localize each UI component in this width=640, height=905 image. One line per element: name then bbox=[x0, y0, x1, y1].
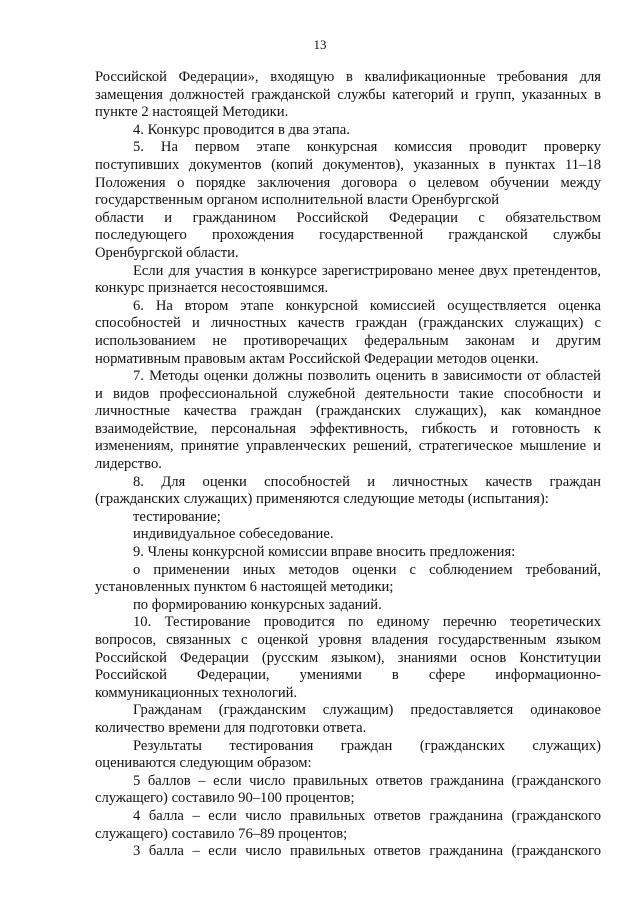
text-line: Российской Федерации, умениями в сфере информационно- bbox=[95, 667, 601, 684]
text-line: замещения должностей гражданской службы категорий и групп, указанных в bbox=[95, 86, 601, 103]
page-number: 13 bbox=[313, 37, 327, 52]
text-line: количество времени для подготовки ответа. bbox=[95, 719, 367, 736]
text-line: вопросов, связанных с оценкой уровня владения государственным языком bbox=[95, 632, 601, 648]
text-line: государственным органом исполнительной власти Оренбургской bbox=[95, 192, 500, 209]
text-line: изменениям, принятие управленческих решений, стратегическое мышление и bbox=[95, 438, 601, 455]
text-line: Оренбургской области. bbox=[95, 244, 239, 261]
text-line: индивидуальное собеседование. bbox=[133, 526, 334, 543]
text-line: 6. На втором этапе конкурсной комиссией осуществляется оценка bbox=[133, 297, 601, 314]
text-line: Гражданам (гражданским служащим) предоставляется одинаковое bbox=[133, 702, 601, 719]
text-line: способностей и личностных качеств граждан (гражданских служащих) с bbox=[95, 315, 601, 332]
text-line: Российской Федерации», входящую в квалификационные требования для bbox=[95, 69, 601, 85]
text-line: 4. Конкурс проводится в два этапа. bbox=[133, 121, 350, 138]
text-line: Российской Федерации (русским языком), знаниями основ Конституции bbox=[95, 649, 601, 666]
text-line: лидерство. bbox=[95, 456, 162, 473]
text-line: служащего) составило 76–89 процентов; bbox=[95, 825, 348, 842]
text-line: 7. Методы оценки должны позволить оценить в зависимости от областей bbox=[133, 368, 601, 385]
text-line: конкурс признается несостоявшимся. bbox=[95, 280, 329, 297]
text-line: 9. Члены конкурсной комиссии вправе вносить предложения: bbox=[133, 544, 516, 561]
document-body bbox=[95, 69, 601, 861]
text-line: по формированию конкурсных заданий. bbox=[133, 596, 382, 613]
text-line: и видов профессиональной служебной деятельности такие способности и bbox=[95, 385, 601, 402]
text-line: установленных пунктом 6 настоящей методики; bbox=[95, 579, 394, 596]
text-line: 10. Тестирование проводится по единому перечню теоретических bbox=[133, 614, 601, 631]
text-line: нормативным правовым актам Российской Федерации методов оценки. bbox=[95, 350, 539, 367]
text-line: Результаты тестирования граждан (гражданских служащих) bbox=[133, 737, 601, 754]
text-line: 3 балла – если число правильных ответов гражданина (гражданского bbox=[133, 843, 601, 860]
text-line: поступивших документов (копий документов), указанных в пунктах 11–18 bbox=[95, 156, 601, 173]
text-line: (гражданских служащих) применяются следующие методы (испытания): bbox=[95, 491, 549, 508]
text-line: личностные качества граждан (гражданских служащих), как командное bbox=[95, 403, 601, 420]
text-line: пункте 2 настоящей Методики. bbox=[95, 104, 289, 121]
text-line: Если для участия в конкурсе зарегистрировано менее двух претендентов, bbox=[133, 262, 601, 279]
text-line: 5 баллов – если число правильных ответов гражданина (гражданского bbox=[133, 772, 601, 789]
text-line: о применении иных методов оценки с соблюдением требований, bbox=[133, 561, 601, 578]
text-line: коммуникационных технологий. bbox=[95, 684, 298, 701]
text-line: последующего прохождения государственной гражданской службы bbox=[95, 227, 601, 244]
text-line: оцениваются следующим образом: bbox=[95, 755, 312, 772]
text-line: тестирование; bbox=[133, 508, 221, 525]
text-line: служащего) составило 90–100 процентов; bbox=[95, 790, 355, 807]
text-line: 4 балла – если число правильных ответов гражданина (гражданского bbox=[133, 807, 601, 824]
text-line: 5. На первом этапе конкурсная комиссия проводит проверку bbox=[133, 139, 601, 156]
text-line: 8. Для оценки способностей и личностных качеств граждан bbox=[133, 473, 601, 490]
text-line: использованием не противоречащих федеральным законам и другим bbox=[95, 332, 601, 349]
text-line: области и гражданином Российской Федерации с обязательством bbox=[95, 209, 601, 226]
text-line: взаимодействие, персональная эффективность, гибкость и готовность к bbox=[95, 420, 601, 437]
text-line: Положения о порядке заключения договора о целевом обучении между bbox=[95, 174, 601, 191]
